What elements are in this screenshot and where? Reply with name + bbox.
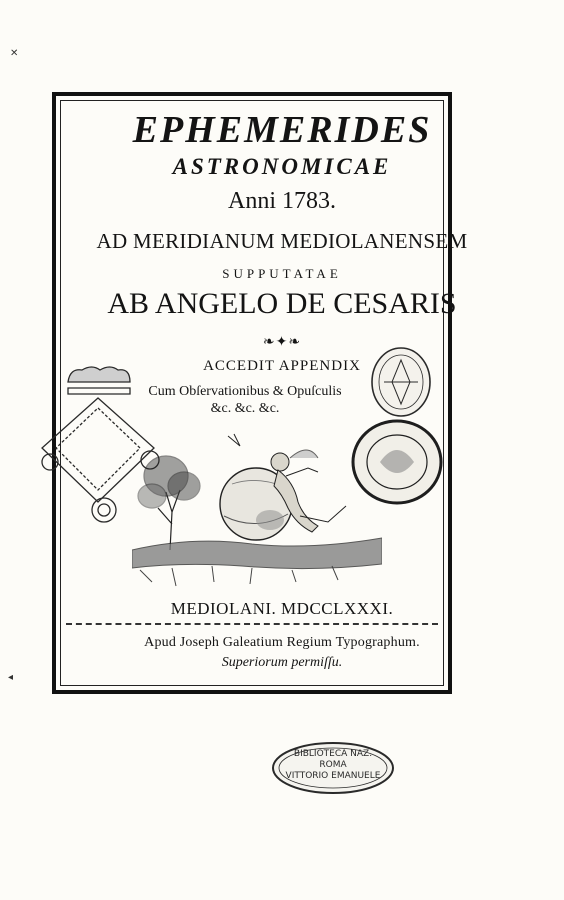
title-supputatae: SUPPUTATAE xyxy=(222,266,342,281)
appendix-description: Cum Obſervationibus & Opuſculis xyxy=(148,384,342,399)
imprint-permission: Superiorum permiſſu. xyxy=(221,655,343,670)
fleuron-ornament: ❧✦❧ xyxy=(262,335,302,350)
imprint-rule xyxy=(66,623,438,625)
oval-library-stamp xyxy=(370,346,432,418)
stamp-line-1: BIBLIOTECA NAZ. xyxy=(293,749,373,759)
stamp-line-3: VITTORIO EMANUELE xyxy=(285,771,381,781)
page-edge-mark: ✕ xyxy=(10,48,19,59)
imprint-printer: Apud Joseph Galeatium Regium Typographum. xyxy=(144,635,420,650)
title-year: Anni 1783. xyxy=(228,188,336,214)
stamp-line-2: ROMA xyxy=(319,760,347,770)
vignette-ground xyxy=(132,538,382,586)
title-main: EPHEMERIDES xyxy=(132,109,432,151)
imprint-city-year: MEDIOLANI. MDCCLXXXI. xyxy=(170,599,394,618)
library-crown-stamp xyxy=(34,362,164,532)
round-society-stamp xyxy=(350,418,444,506)
page-edge-arrow: ◂ xyxy=(8,672,14,683)
appendix-heading: ACCEDIT APPENDIX xyxy=(203,358,361,374)
author-name: AB ANGELO DE CESARIS xyxy=(107,287,457,320)
engraved-vignette xyxy=(132,432,382,590)
title-meridian: AD MERIDIANUM MEDIOLANENSEM xyxy=(96,229,468,253)
national-library-stamp xyxy=(270,740,396,796)
appendix-etc: &c. &c. &c. xyxy=(210,401,280,416)
title-subtitle: ASTRONOMICAE xyxy=(172,154,392,179)
